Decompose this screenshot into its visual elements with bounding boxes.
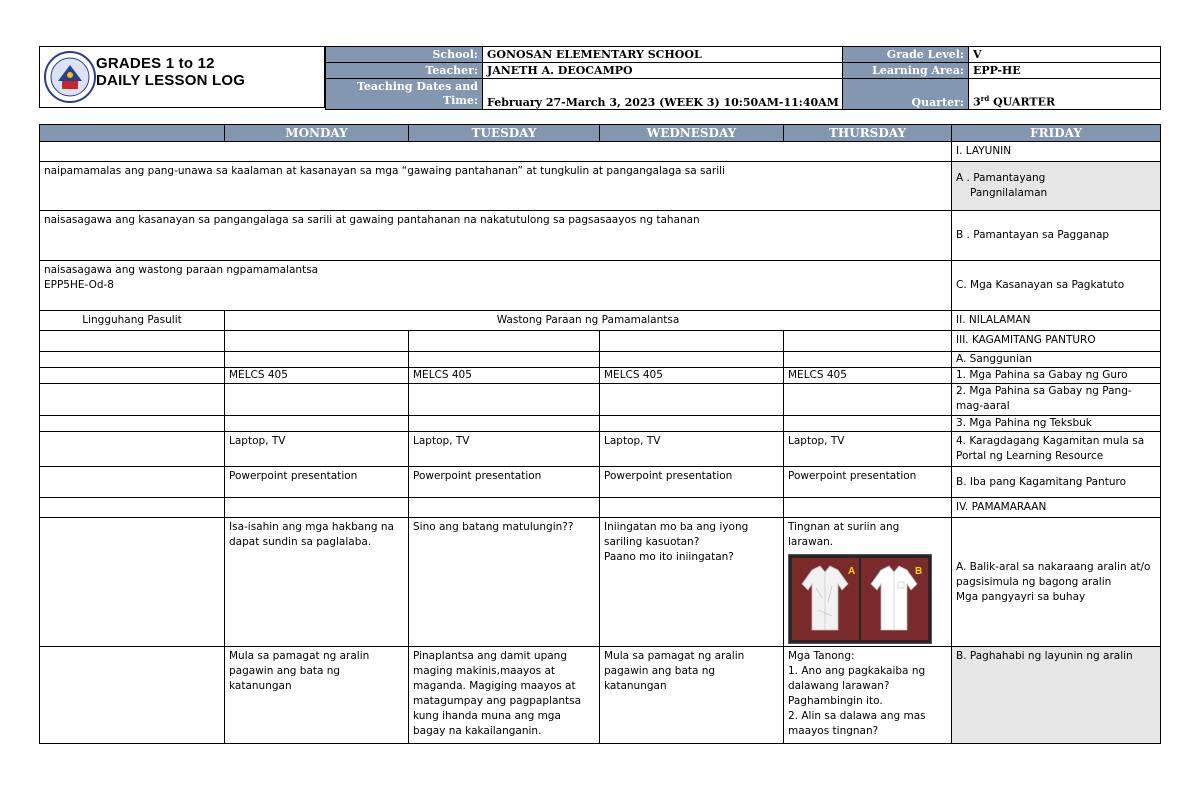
- melcs-tuesday: MELCS 405: [225, 368, 409, 384]
- gabay-guro-row: [40, 368, 1161, 384]
- sanggunian-row: [40, 352, 1161, 368]
- hab-thursday: Mula sa pamagat ng aralin pagawin ang bata ng katanungan: [600, 647, 784, 744]
- header-title: [96, 55, 245, 89]
- cell: [40, 368, 225, 384]
- quarter-text: QUARTER: [989, 96, 1056, 109]
- gabay-mag-row: [40, 384, 1161, 416]
- cell: [40, 384, 225, 416]
- layunin-content: [40, 142, 952, 162]
- cell: [225, 416, 409, 432]
- balik-thursday-line-2: Paano mo ito iniingatan?: [604, 551, 734, 563]
- hab-friday-line-2: 1. Ano ang pagkakaiba ng dalawang larawan? Paghambingin ito.: [788, 665, 926, 707]
- section-kagamitan: III. KAGAMITANG PANTURO: [952, 331, 1161, 352]
- hab-wednesday: Pinaplantsa ang damit upang maging makinis,maayos at maganda. Magiging maayos at matagumpay ang pagpaplantsa kung ihanda muna ang mga bagay na kakailanganin.: [409, 647, 600, 744]
- dates-label: Teaching Dates and Time:: [326, 79, 483, 110]
- grade-label: Grade Level:: [843, 47, 969, 63]
- day-thursday: THURSDAY: [784, 125, 952, 142]
- pangnilalaman-row: [40, 162, 1161, 211]
- quarter-suffix: rd: [980, 94, 990, 104]
- cell: [40, 331, 225, 352]
- shirt-panel-b: [861, 558, 928, 640]
- cell: [600, 416, 784, 432]
- section-iba-pang: B. Iba pang Kagamitang Panturo: [952, 467, 1161, 498]
- cell: [784, 416, 952, 432]
- teksbuk-row: [40, 416, 1161, 432]
- header-title-box: [39, 46, 325, 108]
- grade-value: V: [969, 47, 1161, 63]
- balik-aral-label: A. Balik-aral sa nakaraang aralin at/o pagsisimula ng bagong aralin: [956, 560, 1151, 588]
- lesson-log-table: [39, 124, 1161, 744]
- cell: [784, 384, 952, 416]
- shirt-label-a: A: [848, 566, 856, 577]
- pamamaraan-row: [40, 498, 1161, 518]
- days-header-row: [40, 125, 1161, 142]
- hab-friday-line-1: Mga Tanong:: [788, 650, 855, 662]
- balik-tuesday: Isa-isahin ang mga hakbang na dapat sundin sa paglalaba.: [225, 518, 409, 647]
- cell: [40, 518, 225, 647]
- section-pangnilalaman: [952, 162, 1161, 211]
- section-layunin: I. LAYUNIN: [952, 142, 1161, 162]
- melcs-friday: MELCS 405: [784, 368, 952, 384]
- laptop-wednesday: Laptop, TV: [409, 432, 600, 467]
- pagganap-text: naisasagawa ang kasanayan sa pangangalaga sa sarili at gawaing pantahanan na nakatutulong sa pagsasaayos ng tahanan: [40, 211, 952, 261]
- quarter-value: [969, 79, 1161, 110]
- blank-header-cell: [40, 125, 225, 142]
- kasanayan-text: [40, 261, 952, 311]
- ppt-tuesday: Powerpoint presentation: [225, 467, 409, 498]
- balik-thursday: [600, 518, 784, 647]
- laptop-thursday: Laptop, TV: [600, 432, 784, 467]
- cell: [409, 498, 600, 518]
- cell: [40, 498, 225, 518]
- ppt-friday: Powerpoint presentation: [784, 467, 952, 498]
- header-info-table: [325, 46, 1161, 110]
- area-value: EPP-HE: [969, 63, 1161, 79]
- shirt-comparison-image: [788, 554, 932, 644]
- teacher-label: Teacher:: [326, 63, 483, 79]
- section-sanggunian: A. Sanggunian: [952, 352, 1161, 368]
- balik-wednesday: Sino ang batang matulungin??: [409, 518, 600, 647]
- day-wednesday: WEDNESDAY: [600, 125, 784, 142]
- section-teksbuk: 3. Mga Pahina ng Teksbuk: [952, 416, 1161, 432]
- cell: [784, 331, 952, 352]
- title-line-2: DAILY LESSON LOG: [96, 72, 246, 89]
- shirt-panel-a: [792, 558, 859, 640]
- cell: [409, 352, 600, 368]
- title-line-1: GRADES 1 to 12: [96, 55, 215, 72]
- cell: [225, 498, 409, 518]
- cell: [784, 498, 952, 518]
- iba-pang-row: [40, 467, 1161, 498]
- ppt-thursday: Powerpoint presentation: [600, 467, 784, 498]
- cell: [409, 416, 600, 432]
- area-label: Learning Area:: [843, 63, 969, 79]
- layunin-row: [40, 142, 1161, 162]
- section-balik-aral: [952, 518, 1161, 647]
- cell: [409, 384, 600, 416]
- nilalaman-row: [40, 311, 1161, 331]
- section-karagdagang: 4. Karagdagang Kagamitan mula sa Portal ng Learning Resource: [952, 432, 1161, 467]
- pagganap-row: [40, 211, 1161, 261]
- cell: [40, 352, 225, 368]
- hab-friday: [784, 647, 952, 744]
- school-label: School:: [326, 47, 483, 63]
- cell: [40, 647, 225, 744]
- kasanayan-row: [40, 261, 1161, 311]
- cell: [40, 467, 225, 498]
- balik-aral-row: [40, 518, 1161, 647]
- kagamitan-row: [40, 331, 1161, 352]
- deped-seal-icon: [44, 51, 96, 103]
- balik-friday: [784, 518, 952, 647]
- karagdagang-row: [40, 432, 1161, 467]
- cell: [40, 432, 225, 467]
- paghahabi-row: [40, 647, 1161, 744]
- dates-value: February 27-March 3, 2023 (WEEK 3) 10:50AM-11:40AM: [483, 79, 843, 110]
- balik-thursday-line-1: Iniingatan mo ba ang iyong sariling kasuotan?: [604, 521, 749, 548]
- pangnilalaman-text: naipamamalas ang pang-unawa sa kaalaman at kasanayan sa mga “gawaing pantahanan” at tungkulin at pangangalaga sa sarili: [40, 162, 952, 211]
- cell: [784, 352, 952, 368]
- hab-friday-line-3: 2. Alin sa dalawa ang mas maayos tingnan?: [788, 710, 926, 737]
- hab-tuesday: Mula sa pamagat ng aralin pagawin ang bata ng katanungan: [225, 647, 409, 744]
- cell: [600, 498, 784, 518]
- teacher-value: JANETH A. DEOCAMPO: [483, 63, 843, 79]
- melcs-wednesday: MELCS 405: [409, 368, 600, 384]
- cell: [225, 331, 409, 352]
- cell: [40, 416, 225, 432]
- melcs-thursday: MELCS 405: [600, 368, 784, 384]
- kasanayan-line-1: naisasagawa ang wastong paraan ngpamamalantsa: [44, 264, 319, 276]
- pangnilalaman-label-1: A . Pamantayang: [956, 172, 1046, 184]
- cell: [225, 384, 409, 416]
- cell: [600, 331, 784, 352]
- section-nilalaman: II. NILALAMAN: [952, 311, 1161, 331]
- day-tuesday: TUESDAY: [409, 125, 600, 142]
- cell: [409, 331, 600, 352]
- ppt-wednesday: Powerpoint presentation: [409, 467, 600, 498]
- cell: [225, 352, 409, 368]
- shirt-label-b: B: [915, 566, 923, 577]
- cell: [600, 352, 784, 368]
- laptop-tuesday: Laptop, TV: [225, 432, 409, 467]
- quarter-number: 3: [973, 96, 981, 109]
- school-value: GONOSAN ELEMENTARY SCHOOL: [483, 47, 843, 63]
- day-friday: FRIDAY: [952, 125, 1161, 142]
- section-paghahabi: B. Paghahabi ng layunin ng aralin: [952, 647, 1161, 744]
- section-gabay-mag: 2. Mga Pahina sa Gabay ng Pang-mag-aaral: [952, 384, 1161, 416]
- pangnilalaman-label-2: Pangnilalaman: [970, 187, 1048, 199]
- day-monday: MONDAY: [225, 125, 409, 142]
- quarter-label: Quarter:: [843, 79, 969, 110]
- section-pamamaraan: IV. PAMAMARAAN: [952, 498, 1161, 518]
- nilalaman-week: Wastong Paraan ng Pamamalantsa: [225, 311, 952, 331]
- section-gabay-guro: 1. Mga Pahina sa Gabay ng Guro: [952, 368, 1161, 384]
- balik-aral-sublabel: Mga pangyayri sa buhay: [956, 590, 1086, 603]
- section-kasanayan: C. Mga Kasanayan sa Pagkatuto: [952, 261, 1161, 311]
- section-pagganap: B . Pamantayan sa Pagganap: [952, 211, 1161, 261]
- balik-friday-text: Tingnan at suriin ang larawan.: [788, 521, 900, 548]
- laptop-friday: Laptop, TV: [784, 432, 952, 467]
- nilalaman-monday: Lingguhang Pasulit: [40, 311, 225, 331]
- cell: [600, 384, 784, 416]
- kasanayan-line-2: EPP5HE-Od-8: [44, 279, 114, 291]
